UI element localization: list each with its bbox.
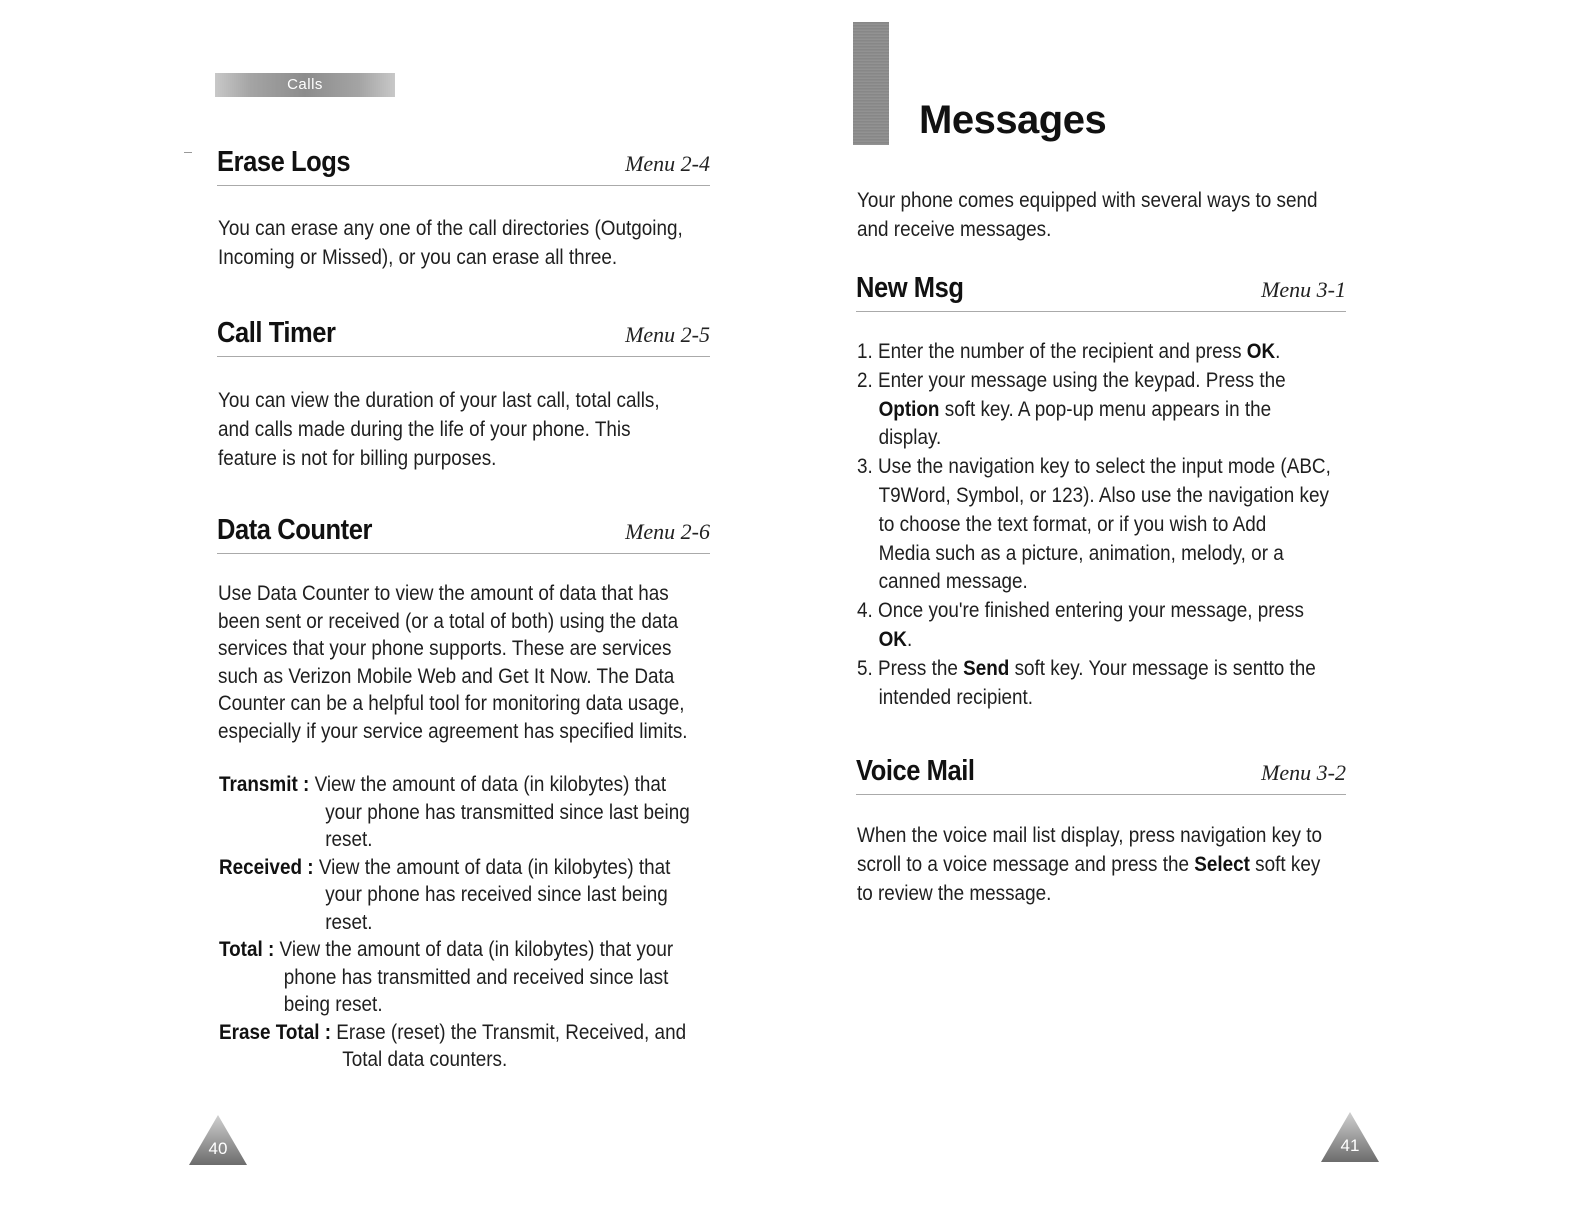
margin-mark	[184, 152, 192, 153]
text-line: such as Verizon Mobile Web and Get It Now. The Data	[218, 664, 675, 688]
text-line: feature is not for billing purposes.	[218, 447, 497, 470]
text-line: You can erase any one of the call directories (Outgoing,	[218, 217, 683, 240]
text-line: reset.	[325, 828, 373, 851]
page-number: 41	[1340, 1136, 1360, 1155]
step-number: 2.	[857, 368, 873, 392]
definition-term: Erase Total :	[219, 1020, 332, 1044]
text-line: View the amount of data (in kilobytes) that your	[279, 938, 674, 961]
page-number: 40	[208, 1139, 228, 1158]
page-number-badge	[1321, 1112, 1379, 1162]
text-line: to review the message.	[857, 882, 1052, 905]
text-line: Total data counters.	[342, 1048, 508, 1071]
section-title: Voice Mail	[856, 755, 975, 787]
text-line: Use Data Counter to view the amount of data that has	[218, 582, 669, 605]
menu-ref: Menu 2-6	[625, 519, 710, 544]
text-line: Enter the number of the recipient and press	[878, 340, 1247, 363]
page-number-badge	[189, 1115, 247, 1165]
text-line: to choose the text format, or if you wish to Add	[878, 512, 1267, 536]
text-line: When the voice mail list display, press navigation key to	[857, 824, 1323, 847]
text-line: soft key	[1249, 853, 1321, 876]
key-name: Select	[1194, 853, 1250, 876]
text-line: View the amount of data (in kilobytes) that	[314, 773, 667, 796]
section-title: Data Counter	[217, 514, 372, 546]
definition-total	[219, 936, 710, 1019]
text-line: Your phone comes equipped with several ways to send	[857, 189, 1318, 212]
text-line: intended recipient.	[878, 685, 1034, 709]
data-counter-definitions	[219, 771, 710, 1074]
call-timer-text	[218, 386, 709, 473]
text-line: been sent or received (or a total of both) using the data	[218, 609, 679, 633]
menu-ref: Menu 2-5	[625, 322, 710, 347]
text-line: display.	[878, 426, 942, 450]
text-line: Use the navigation key to select the input mode (ABC,	[878, 455, 1331, 479]
messages-intro	[857, 186, 1348, 244]
text-line: .	[1275, 340, 1281, 363]
text-line: your phone has transmitted since last being	[325, 800, 690, 824]
section-title: Erase Logs	[217, 146, 351, 178]
text-line: Incoming or Missed), or you can erase all three.	[218, 246, 618, 269]
text-line: scroll to a voice message and press the	[857, 853, 1195, 876]
text-line: .	[906, 627, 913, 651]
step-number: 3.	[857, 455, 873, 479]
text-line: soft key. A pop-up menu appears in the	[939, 397, 1272, 421]
list-item	[857, 597, 1343, 655]
text-line: services that your phone supports. These are services	[218, 637, 672, 660]
voice-mail-text	[857, 821, 1348, 908]
text-line: View the amount of data (in kilobytes) that	[318, 855, 671, 879]
text-line: phone has transmitted and received since last	[283, 965, 669, 989]
list-item	[857, 338, 1343, 367]
definition-received	[219, 854, 710, 937]
list-item	[857, 655, 1343, 713]
key-name: Option	[878, 397, 940, 421]
new-msg-heading	[856, 271, 1346, 312]
section-title: New Msg	[856, 272, 964, 304]
chapter-bar	[853, 22, 889, 145]
text-line: T9Word, Symbol, or 123). Also use the navigation key	[878, 483, 1329, 507]
text-line: Erase (reset) the Transmit, Received, and	[336, 1020, 687, 1044]
text-line: You can view the duration of your last call, total calls,	[218, 389, 660, 412]
key-name: OK	[1246, 340, 1276, 363]
list-item	[857, 367, 1343, 453]
menu-ref: Menu 3-2	[1261, 760, 1346, 785]
text-line: Media such as a picture, animation, melody, or a	[878, 541, 1284, 565]
text-line: Counter can be a helpful tool for monitoring data usage,	[218, 692, 685, 715]
key-name: OK	[878, 627, 907, 651]
definition-erase-total	[219, 1019, 710, 1074]
erase-logs-heading	[217, 145, 710, 186]
text-line: soft key. Your message is sentto the	[1009, 656, 1316, 680]
definition-term: Received :	[219, 855, 314, 879]
data-counter-heading	[217, 513, 710, 554]
definition-transmit	[219, 771, 710, 854]
text-line: reset.	[325, 910, 373, 934]
step-number: 5.	[857, 656, 873, 680]
step-number: 1.	[857, 340, 873, 363]
text-line: your phone has received since last being	[325, 883, 668, 906]
text-line: and calls made during the life of your phone. This	[218, 418, 631, 441]
chapter-title: Messages	[919, 98, 1107, 142]
call-timer-heading	[217, 316, 710, 357]
text-line: being reset.	[283, 993, 383, 1016]
definition-term: Total :	[219, 938, 275, 961]
section-title: Call Timer	[217, 317, 336, 349]
text-line: especially if your service agreement has specified limits.	[218, 719, 688, 743]
new-msg-steps	[857, 338, 1343, 712]
voice-mail-heading	[856, 754, 1346, 795]
key-name: Send	[963, 656, 1010, 680]
erase-logs-text	[218, 214, 709, 272]
text-line: Once you're finished entering your message, press	[878, 599, 1304, 623]
text-line: Press the	[878, 656, 964, 680]
text-line: Enter your message using the keypad. Press the	[878, 368, 1286, 392]
text-line: and receive messages.	[857, 218, 1052, 241]
definition-term: Transmit :	[219, 773, 310, 796]
data-counter-text	[218, 580, 709, 745]
section-tab: Calls	[215, 73, 395, 97]
menu-ref: Menu 2-4	[625, 151, 710, 176]
list-item	[857, 453, 1343, 597]
step-number: 4.	[857, 599, 873, 623]
menu-ref: Menu 3-1	[1261, 277, 1346, 302]
text-line: canned message.	[878, 570, 1028, 594]
